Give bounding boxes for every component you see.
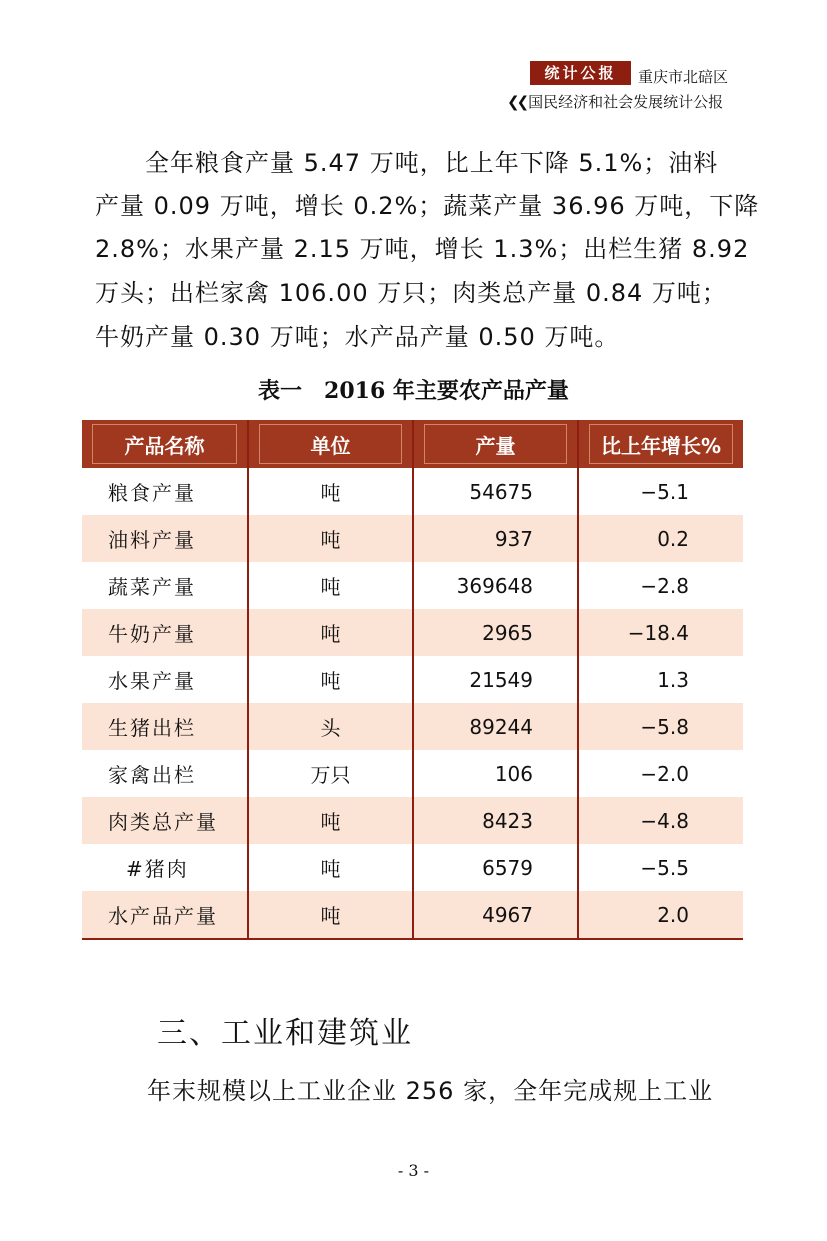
cell-name: 生猪出栏: [82, 703, 248, 750]
cell-growth: −5.8: [578, 703, 743, 750]
cell-growth: −2.0: [578, 750, 743, 797]
header-product-name: 产品名称: [82, 420, 248, 468]
cell-growth: −18.4: [578, 609, 743, 656]
section-paragraph: 年末规模以上工业企业 256 家，全年完成规上工业: [147, 1077, 714, 1105]
cell-value: 6579: [413, 844, 578, 891]
cell-unit: 吨: [248, 609, 413, 656]
cell-value: 106: [413, 750, 578, 797]
table-row: [82, 797, 743, 844]
table-row: [82, 656, 743, 703]
table-title: 表一 2016 年主要农产品产量: [258, 378, 569, 404]
cell-unit: 吨: [248, 656, 413, 703]
table-row: [82, 891, 743, 939]
cell-unit: 吨: [248, 797, 413, 844]
cell-value: 4967: [413, 891, 578, 939]
report-subtitle: [507, 91, 723, 112]
table-row: [82, 468, 743, 515]
cell-value: 937: [413, 515, 578, 562]
cell-value: 21549: [413, 656, 578, 703]
cell-growth: −5.1: [578, 468, 743, 515]
cell-name: 水产品产量: [82, 891, 248, 939]
header-output: 产量: [413, 420, 578, 468]
cell-name: #猪肉: [126, 857, 189, 881]
paragraph-line-3: 2.8%；水果产量 2.15 万吨，增长 1.3%；出栏生猪 8.92: [95, 235, 750, 263]
cell-value: 8423: [413, 797, 578, 844]
cell-unit: 吨: [248, 468, 413, 515]
cell-name: 肉类总产量: [82, 797, 248, 844]
cell-growth: −4.8: [578, 797, 743, 844]
production-table: [82, 420, 743, 940]
report-logo: 统计公报: [530, 61, 631, 85]
table-row: [82, 562, 743, 609]
page-number: - 3 -: [397, 1161, 430, 1180]
paragraph-line-4: 万头；出栏家禽 106.00 万只；肉类总产量 0.84 万吨；: [95, 279, 727, 307]
cell-growth: 1.3: [578, 656, 743, 703]
cell-unit: 头: [248, 703, 413, 750]
region-name: 重庆市北碚区: [638, 68, 729, 86]
cell-name: 油料产量: [82, 515, 248, 562]
cell-name: 蔬菜产量: [108, 575, 196, 599]
table-row: [82, 609, 743, 656]
cell-unit: 吨: [248, 844, 413, 891]
section-heading: 三、工业和建筑业: [157, 1016, 413, 1051]
table-row: [82, 703, 743, 750]
cell-value: 2965: [413, 609, 578, 656]
cell-growth: −2.8: [578, 562, 743, 609]
cell-name: 粮食产量: [108, 481, 196, 505]
header-growth: 比上年增长%: [578, 420, 743, 468]
double-chevron-left-icon: ❮❮: [507, 93, 527, 111]
paragraph-line-2: 产量 0.09 万吨，增长 0.2%；蔬菜产量 36.96 万吨，下降: [95, 192, 760, 220]
report-subtitle-text: 国民经济和社会发展统计公报: [528, 93, 724, 111]
table-row: [82, 750, 743, 797]
cell-value: 54675: [413, 468, 578, 515]
table-header-row: [82, 420, 743, 468]
cell-growth: 2.0: [578, 891, 743, 939]
cell-unit: 吨: [248, 891, 413, 939]
cell-value: 369648: [413, 562, 578, 609]
cell-name: 牛奶产量: [82, 609, 248, 656]
header-unit: 单位: [248, 420, 413, 468]
table-row: [82, 844, 743, 891]
cell-value: 89244: [413, 703, 578, 750]
paragraph-line-1: 全年粮食产量 5.47 万吨，比上年下降 5.1%；油料: [145, 149, 719, 177]
table-row: [82, 515, 743, 562]
cell-unit: 万只: [248, 750, 413, 797]
paragraph-line-5: 牛奶产量 0.30 万吨；水产品产量 0.50 万吨。: [95, 323, 620, 351]
cell-unit: 吨: [248, 515, 413, 562]
cell-name: 家禽出栏: [108, 763, 196, 787]
cell-name: 水果产量: [108, 669, 196, 693]
cell-growth: −5.5: [578, 844, 743, 891]
cell-growth: 0.2: [578, 515, 743, 562]
cell-unit: 吨: [248, 562, 413, 609]
